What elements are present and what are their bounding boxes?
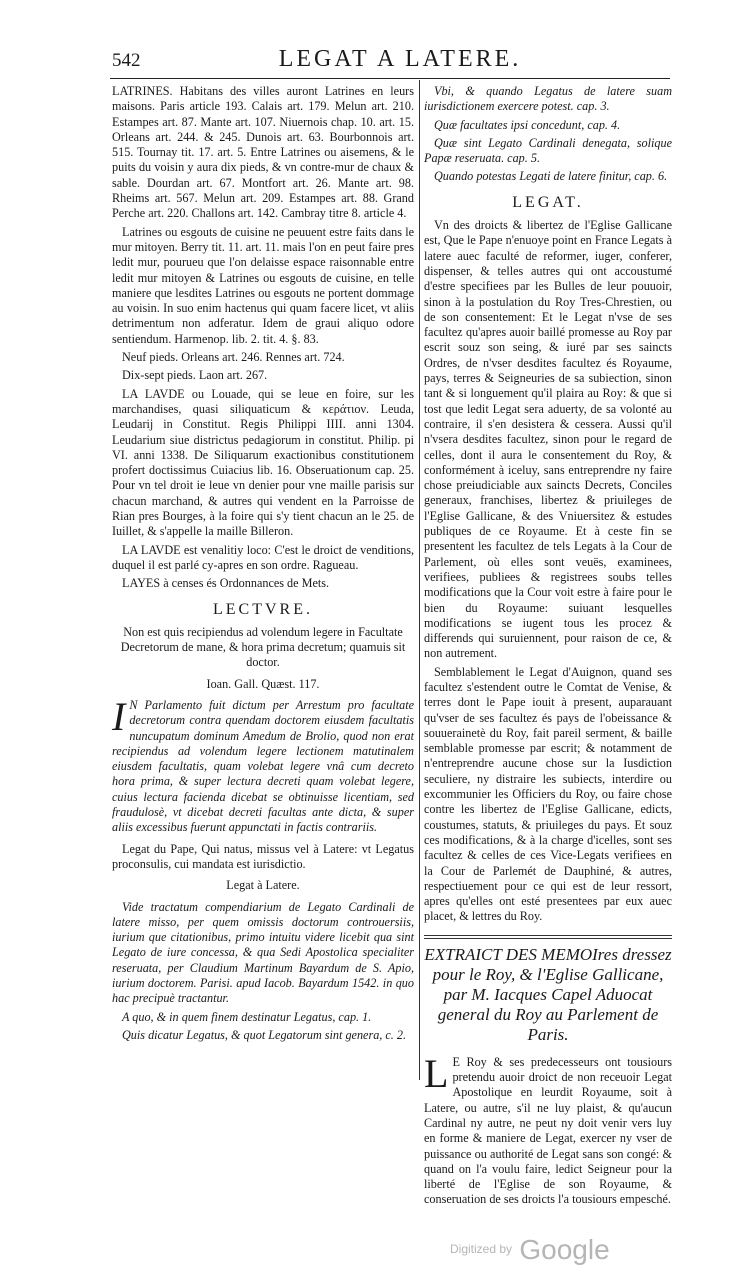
neuf-pieds-entry: Neuf pieds. Orleans art. 246. Rennes art. 724. <box>122 350 345 365</box>
legat-du-pape-entry: Legat du Pape, Qui natus, missus vel à Latere: vt Legatus proconsulis, cui mandata est iurisdictio. <box>112 841 414 871</box>
lecture-subtitle: Non est quis recipiendus ad volendum legere in Facultate Decretorum de mane, & hora prima decretum; quamuis sit doctor. <box>120 624 406 670</box>
digitized-by-label: Digitized by <box>450 1242 513 1257</box>
quae-facultates-entry: Quæ facultates ipsi concedunt, cap. 4. <box>434 117 621 132</box>
in-parlamento-text: N Parlamento fuit dictum per Arrestum pro facultate decretorum contra quendam doctorem eiusdem facultatis nuncupatum dominum Amedum de Brolio, quod non erat recipiendus ad volendum legere lectionem matutinalem eiusdem facultatis, quam volebat legere vnâ cum decreto hora prima, & super lectura decreti quam volebat legere, cuius lectura facienda dicebat se obtinuisse licentiam, sed fraudulosè, vt dicebat decreti facultas ante dicta, & super aliis excessibus fuerunt appunctati in factis contrariis. <box>112 697 414 835</box>
running-title: LEGAT A LATERE. <box>278 46 522 72</box>
drop-cap-l: L <box>424 1050 449 1096</box>
extraict-rule <box>424 935 672 939</box>
drop-cap-i: I <box>112 693 126 739</box>
layes-entry: LAYES à censes és Ordonnances de Mets. <box>122 576 330 591</box>
laude-paragraph-1: LA LAVDE ou Louade, qui se leue en foire, sur les marchandises, quasi siliquaticum & κεράτιον. Leuda, Leudarij in Constitut. Regis Philippi IIII. anni 1304. Leudarium siue districtus pedagiorum in constitut. Philip. pi VI. anni 1338. De Siliquarum exactionibus constitutionem profert doctissimus Cuiacius lib. 16. Obseruationum cap. 25. Pour vn tel droit ie leue vn denier pour vne maille parisis sur chacun marchand, & autres qui vendent en la Parroisse de Rian pres Bourges, à la foire qui s'y tient chacun an le 25. de Iuillet, & s'appelle la maille Billeron. <box>112 386 414 539</box>
legat-heading: LEGAT. <box>512 193 584 211</box>
header-rule <box>110 78 670 79</box>
vbi-entry: Vbi, & quando Legatus de latere suam iurisdictionem exercere potest. cap. 3. <box>424 84 672 114</box>
in-parlamento-paragraph <box>112 693 414 836</box>
dix-sept-pieds-entry: Dix-sept pieds. Laon art. 267. <box>122 368 268 383</box>
right-column <box>424 84 672 1211</box>
roy-paragraph <box>424 1050 672 1208</box>
left-column <box>112 84 414 1046</box>
latrines-paragraph-2: Latrines ou esgouts de cuisine ne peuuent estre faits dans le mur mitoyen. Berry tit. 11. art. 11. mais l'on en peut faire pres ledit mur, pourueu que l'on delaisse espace raisonnable entre ledit mur mitoyen & Latrines ou esgouts de cuisine, en telle maniere que lesdites Latrines ou esgouts ne portent dommage au voisin. In suo enim hactenus qui quam facere licet, vt aliis detrimentum non adferatur. Idem de graui aliquo odore sentiendum. Harmenop. lib. 2. tit. 4. §. 83. <box>112 224 414 346</box>
digitized-by-google-watermark <box>450 1234 610 1266</box>
latrines-paragraph-1: LATRINES. Habitans des villes auront Latrines en leurs maisons. Paris article 193. Calais art. 179. Melun art. 210. Estampes art. 87. Mante art. 107. Niuernois chap. 10. art. 15. Orleans art. 244. & 245. Dunois art. 63. Bourbonnois art. 515. Tournay tit. 17. art. 5. Entre Latrines ou aisemens, & le puits du voisin y aura dix pieds, & vn contre-mur de chaux & sable. Dourdan art. 67. Montfort art. 26. Mante art. 98. Rheims art. 567. Melun art. 209. Estampes art. 88. Grand Perche art. 220. Challons art. 142. Cambray titre 8. article 4. <box>112 84 414 221</box>
a-quo-entry: A quo, & in quem finem destinatur Legatus, cap. 1. <box>122 1009 372 1024</box>
quando-entry: Quando potestas Legati de latere finitur, cap. 6. <box>434 169 668 184</box>
droicts-paragraph: Vn des droicts & libertez de l'Eglise Gallicane est, Que le Pape n'enuoye point en France Legats à latere auec faculté de reformer, iuger, conferer, dispenser, & telles autres qui ont accoustumé d'estre specifiees par les Bulles de leur pouuoir, sinon à la postulation du Roy Tres-Chrestien, ou de son consentement: Et le Legat n'vse de ses facultez qu'apres auoir baillé promesse au Roy par escrit souz son seing, & iuré par ses saincts Ordres, de n'vser desdites facultez és Royaume, pays, terres & Seigneuries de sa subiection, sinon tant & si longuement qu'il plaira au Roy: & que si tost que ledit Legat sera aduerty, de sa volonté au contraire, il s'en desistera & cessera. Aussi qu'il n'vsera desdites facultez, sinon pour le regard de celles, dont il aura le consentement du Roy, & conformément à iceluy, sans entreprendre ny faire chose preiudiciable aux saincts Decrets, Conciles generaux, franchises, libertez & priuileges de l'Eglise Gallicane, & des Vniuersitez & estudes publiques de ce Royaume. Et à ceste fin se presentent les facultez de tels Legats à la Cour de Parlement, où elles sont veuës, examinees, verifiees, publiees & registrees soubs telles modifications que la Cour voit estre à faire pour le bien du Royaume: suiuant lesquelles modifications se iugent tous les procez & differends qui suruiennent, pour raison de ce, & non autrement. <box>424 218 672 661</box>
lecture-heading: LECTVRE. <box>213 600 313 618</box>
google-logo: Google <box>519 1234 610 1265</box>
citation-ioan-gall: Ioan. Gall. Quæst. 117. <box>206 676 320 691</box>
semblablement-paragraph: Semblablement le Legat d'Auignon, quand ses facultez s'estendent outre le Comtat de Venise, & terres dont le Pape iouit à present, auparauant qu'vser de ses facultez és pays de l'obeissance & souuerainetè du Roy, fait pareil serment, & baille semblable promesse par escrit; & notamment de n'entreprendre aucune chose sur la Iusdiction seculiere, ny distraire les subiects, interdire ou excommunier les Officiers du Roy, ou faire chose contre les libertez de l'Eglise Gallicane, edicts, coustumes, statuts, & priuileges du pays. Et souz ces modifications, & à la charge d'icelles, sont ses facultez & celles de ces Vice-Legats verifiees en la Cour de Parlemét de Dauphiné, & autres, respectiuement pour ce qui est de leur ressort, apres qu'elles ont esté presentees par eux auec placet, & lettres du Roy. <box>424 664 672 924</box>
quis-dicatur-entry: Quis dicatur Legatus, & quot Legatorum sint genera, c. 2. <box>122 1027 407 1042</box>
page-number: 542 <box>112 50 141 71</box>
column-divider <box>419 80 420 1080</box>
vide-tractatum-paragraph: Vide tractatum compendiarium de Legato Cardinali de latere misso, per quem omissis doctorum controuersiis, iurium que citationibus, primo intuitu videre licebit qua sint Legato de iure concessa, & qua Sedi Apostolica specialiter reseruata, per Claudium Martinum Bayardum de S. Apio, iurium doctorem. Parisi. apud Iacob. Bayardum 1542. in quo hac precipuè tractantur. <box>112 899 414 1006</box>
extraict-title: EXTRAICT DES MEMOIres dressez pour le Roy, & l'Eglise Gallicane, par M. Iacques Capel Aduocat general du Roy au Parlement de Paris. <box>424 944 672 1044</box>
quae-sint-entry: Quæ sint Legato Cardinali denegata, solique Papæ reseruata. cap. 5. <box>424 135 672 166</box>
laude-paragraph-2: LA LAVDE est venalitiy loco: C'est le droict de venditions, duquel il est parlé cy-apres en son ordre. Ragueau. <box>112 542 414 572</box>
legat-a-latere-subheading: Legat à Latere. <box>226 878 300 893</box>
roy-text: E Roy & ses predecesseurs ont tousiours pretendu auoir droict de non receuoir Legat Apostolique en leurdit Royaume, soit à Latere, ou autre, s'il ne luy plaist, & qu'aucun Cardinal ny autre, ne peut ny doit venir vers luy en forme & maniere de Legat, exercer ny vser de puissance ou authorité de Legat sans son congé: & quand on l'a voulu faire, ledict Seigneur pour la liberté de l'Eglise de son Royaume, & conseruation de ses droicts l'a tousiours empesché. <box>424 1054 672 1207</box>
